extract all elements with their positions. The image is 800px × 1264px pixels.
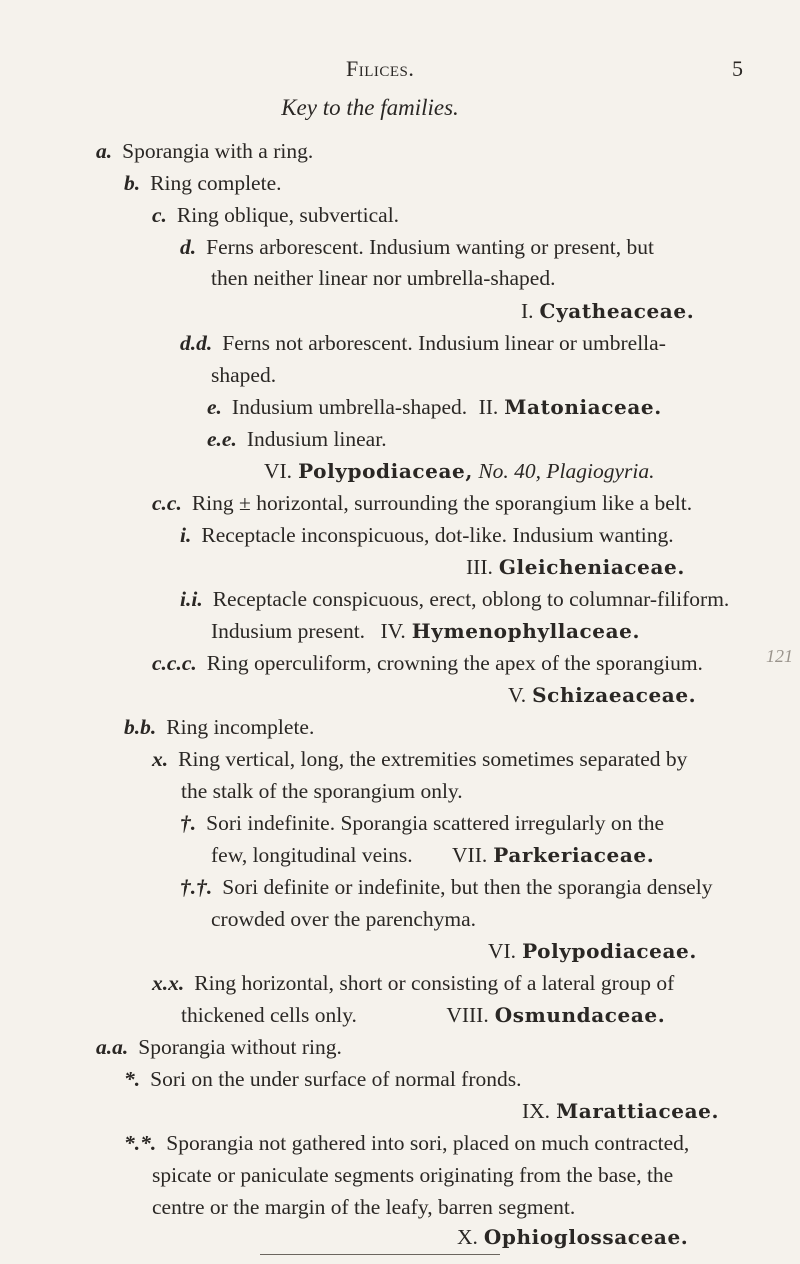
key-entry-ii-continued bbox=[211, 616, 640, 646]
entry-marker: e.e. bbox=[207, 427, 237, 451]
key-entry-x-continued bbox=[181, 776, 463, 806]
entry-text: centre or the margin of the leafy, barren segment. bbox=[152, 1195, 576, 1219]
key-entry-xx bbox=[152, 968, 674, 998]
entry-text: Ring complete. bbox=[150, 171, 282, 195]
key-entry-double-dagger bbox=[180, 872, 712, 902]
entry-text: Sporangia not gathered into sori, placed on much contracted, bbox=[166, 1131, 690, 1155]
key-entry-star bbox=[124, 1064, 522, 1094]
entry-text: Ferns not arborescent. Indusium linear or umbrella- bbox=[222, 331, 666, 355]
entry-text: Receptacle conspicuous, erect, oblong to columnar-filiform. bbox=[212, 587, 730, 611]
key-entry-a bbox=[96, 136, 313, 166]
key-entry-dd bbox=[180, 328, 666, 358]
entry-marker: †. bbox=[180, 811, 197, 835]
family-name: Gleicheniaceae. bbox=[498, 555, 685, 579]
entry-text: thickened cells only. bbox=[181, 1003, 357, 1027]
entry-text: Ring oblique, subvertical. bbox=[176, 203, 400, 227]
closing-rule bbox=[260, 1254, 500, 1255]
family-numeral: V. bbox=[508, 683, 527, 707]
family-name: Matoniaceae. bbox=[504, 395, 662, 419]
entry-text: Ring vertical, long, the extremities sometimes separated by bbox=[178, 747, 688, 771]
family-name: Schizaeaceae. bbox=[532, 683, 697, 707]
entry-marker: c.c. bbox=[152, 491, 182, 515]
family-gleicheniaceae bbox=[466, 552, 685, 582]
family-numeral: I. bbox=[521, 299, 534, 323]
family-numeral: VIII. bbox=[446, 1003, 489, 1027]
entry-marker: c. bbox=[152, 203, 167, 227]
entry-marker: e. bbox=[207, 395, 222, 419]
family-numeral: IX. bbox=[522, 1099, 551, 1123]
key-entry-dagger-continued bbox=[211, 840, 654, 870]
family-name: Marattiaceae. bbox=[556, 1099, 720, 1123]
entry-marker: b.b. bbox=[124, 715, 157, 739]
key-entry-b bbox=[124, 168, 282, 198]
family-numeral: IV. bbox=[380, 619, 406, 643]
entry-marker: †.†. bbox=[180, 875, 213, 899]
key-entry-x bbox=[152, 744, 687, 774]
family-name: Cyatheaceae. bbox=[539, 299, 695, 323]
entry-text: Receptacle inconspicuous, dot-like. Indusium wanting. bbox=[201, 523, 674, 547]
entry-marker: d.d. bbox=[180, 331, 213, 355]
key-entry-starstar-continued bbox=[152, 1160, 673, 1190]
family-numeral: VI. bbox=[264, 459, 293, 483]
entry-text: few, longitudinal veins. bbox=[211, 843, 413, 867]
family-schizaeaceae bbox=[508, 680, 696, 710]
entry-text: Indusium linear. bbox=[246, 427, 387, 451]
entry-text: the stalk of the sporangium only. bbox=[181, 779, 463, 803]
family-name: Polypodiaceae, bbox=[298, 459, 473, 483]
entry-text: Ferns arborescent. Indusium wanting or present, but bbox=[206, 235, 654, 259]
key-entry-ccc bbox=[152, 648, 703, 678]
family-numeral: III. bbox=[466, 555, 493, 579]
entry-marker: i. bbox=[180, 523, 192, 547]
entry-text: Ring incomplete. bbox=[166, 715, 315, 739]
family-numeral: VI. bbox=[488, 939, 517, 963]
family-polypodiaceae-plagiogyria bbox=[264, 456, 655, 486]
key-entry-dagger bbox=[180, 808, 664, 838]
key-entry-cc bbox=[152, 488, 692, 518]
entry-text: Sporangia without ring. bbox=[138, 1035, 342, 1059]
key-entry-aa bbox=[96, 1032, 342, 1062]
running-title: Filices. bbox=[346, 56, 415, 81]
entry-marker: a.a. bbox=[96, 1035, 129, 1059]
entry-text: then neither linear nor umbrella-shaped. bbox=[211, 266, 556, 290]
family-name: Parkeriaceae. bbox=[493, 843, 655, 867]
entry-text: Ring ± horizontal, surrounding the sporangium like a belt. bbox=[191, 491, 693, 515]
entry-text: Ring operculiform, crowning the apex of the sporangium. bbox=[206, 651, 703, 675]
entry-text: Sori definite or indefinite, but then the sporangia densely bbox=[222, 875, 713, 899]
page-header bbox=[0, 56, 800, 86]
key-entry-i bbox=[180, 520, 674, 550]
family-note: No. 40, Plagiogyria. bbox=[478, 459, 655, 483]
key-entry-ee bbox=[207, 424, 387, 454]
entry-marker: x. bbox=[152, 747, 169, 771]
entry-text: spicate or paniculate segments originating from the base, the bbox=[152, 1163, 674, 1187]
entry-text: Sori on the under surface of normal fronds. bbox=[150, 1067, 522, 1091]
key-entry-d-continued bbox=[211, 263, 555, 293]
entry-marker: i.i. bbox=[180, 587, 203, 611]
entry-marker: a. bbox=[96, 139, 113, 163]
key-entry-c bbox=[152, 200, 399, 230]
key-title: Key to the families. bbox=[281, 95, 459, 120]
family-name: Hymenophyllaceae. bbox=[411, 619, 641, 643]
key-entry-xx-continued bbox=[181, 1000, 665, 1030]
family-numeral: VII. bbox=[452, 843, 488, 867]
family-cyatheaceae bbox=[521, 296, 694, 326]
page-number: 5 bbox=[732, 56, 743, 81]
key-entry-starstar bbox=[124, 1128, 689, 1158]
entry-marker: *. bbox=[124, 1067, 141, 1091]
entry-marker: d. bbox=[180, 235, 197, 259]
family-marattiaceae bbox=[522, 1096, 719, 1126]
entry-marker: *.*. bbox=[124, 1131, 157, 1155]
entry-text: Ring horizontal, short or consisting of a lateral group of bbox=[194, 971, 675, 995]
family-name: Osmundaceae. bbox=[494, 1003, 666, 1027]
key-entry-starstar-continued-2 bbox=[152, 1192, 575, 1222]
key-entry-dd-continued bbox=[211, 360, 276, 390]
entry-text: Sori indefinite. Sporangia scattered irregularly on the bbox=[206, 811, 665, 835]
family-numeral: X. bbox=[457, 1225, 478, 1249]
margin-note: 121 bbox=[766, 646, 793, 666]
family-ophioglossaceae bbox=[457, 1222, 688, 1252]
entry-text: Indusium present. bbox=[211, 619, 366, 643]
entry-text: Sporangia with a ring. bbox=[122, 139, 314, 163]
entry-text: shaped. bbox=[211, 363, 277, 387]
family-name: Ophioglossaceae. bbox=[483, 1225, 689, 1249]
key-entry-bb bbox=[124, 712, 314, 742]
key-entry-d bbox=[180, 232, 654, 262]
entry-text: crowded over the parenchyma. bbox=[211, 907, 477, 931]
family-name: Polypodiaceae. bbox=[522, 939, 697, 963]
entry-text: Indusium umbrella-shaped. bbox=[231, 395, 468, 419]
entry-marker: c.c.c. bbox=[152, 651, 197, 675]
key-entry-double-dagger-continued bbox=[211, 904, 476, 934]
entry-marker: b. bbox=[124, 171, 141, 195]
family-numeral: II. bbox=[478, 395, 499, 419]
entry-marker: x.x. bbox=[152, 971, 185, 995]
key-entry-e bbox=[207, 392, 662, 422]
key-entry-ii bbox=[180, 584, 729, 614]
family-polypodiaceae bbox=[488, 936, 697, 966]
